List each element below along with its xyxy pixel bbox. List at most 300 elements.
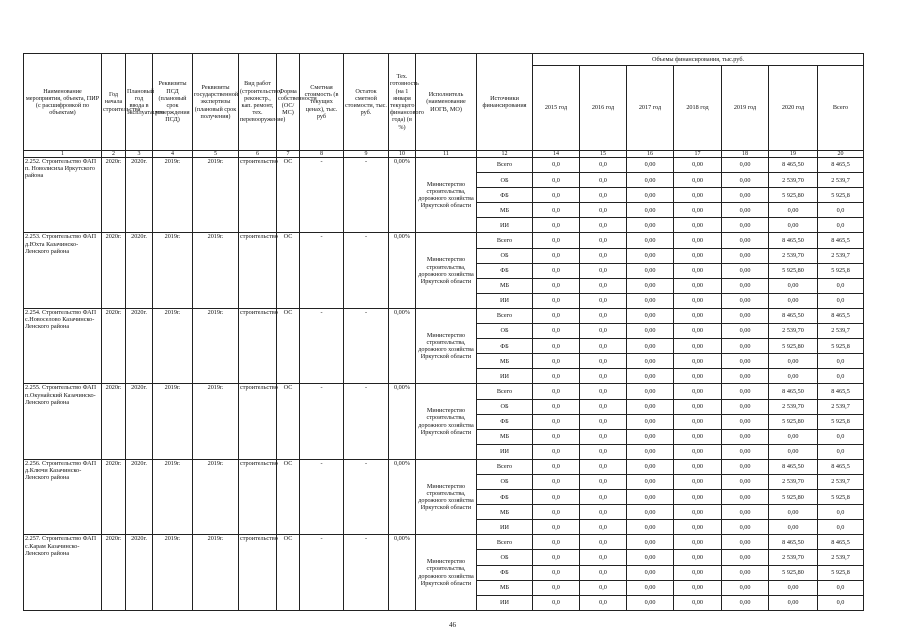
financing-value: 0,00 xyxy=(674,339,722,354)
financing-value: 0,00 xyxy=(674,263,722,278)
col-header-total: Всего xyxy=(818,66,864,151)
financing-value: 0,00 xyxy=(674,188,722,203)
readiness: 0,00% xyxy=(389,384,416,459)
col-number: 15 xyxy=(580,151,627,158)
financing-value: 0,0 xyxy=(818,293,864,308)
financing-value: 0,00 xyxy=(627,218,674,233)
expertise-date: 2019г. xyxy=(193,535,239,610)
funding-source: ОБ xyxy=(477,474,533,489)
funding-source: МБ xyxy=(477,505,533,520)
work-type: строительство xyxy=(239,158,277,233)
financing-value: 0,00 xyxy=(722,384,769,399)
financing-value: 0,0 xyxy=(580,520,627,535)
financing-value: 0,0 xyxy=(533,158,580,173)
financing-value: 0,00 xyxy=(722,580,769,595)
financing-value: 0,00 xyxy=(722,369,769,384)
col-header-year-2015: 2015 год xyxy=(533,66,580,151)
funding-source: ОБ xyxy=(477,173,533,188)
financing-value: 0,00 xyxy=(769,505,818,520)
estimate-cost: - xyxy=(300,158,344,233)
work-type: строительство xyxy=(239,233,277,308)
financing-value: 0,00 xyxy=(627,308,674,323)
financing-value: 0,00 xyxy=(722,158,769,173)
financing-value: 0,00 xyxy=(722,354,769,369)
readiness: 0,00% xyxy=(389,233,416,308)
financing-value: 0,00 xyxy=(627,263,674,278)
work-type: строительство xyxy=(239,459,277,534)
start-year: 2020г. xyxy=(102,384,126,459)
financing-value: 0,0 xyxy=(818,595,864,610)
object-name: 2.255. Строительство ФАП п.Окунайский Казачинско-Ленского района xyxy=(24,384,102,459)
table-row xyxy=(24,233,864,248)
funding-source: ИИ xyxy=(477,293,533,308)
col-number: 17 xyxy=(674,151,722,158)
financing-value: 0,00 xyxy=(674,535,722,550)
financing-value: 0,00 xyxy=(627,369,674,384)
col-number: 4 xyxy=(153,151,193,158)
expertise-date: 2019г. xyxy=(193,308,239,383)
financing-value: 0,00 xyxy=(627,444,674,459)
col-number: 10 xyxy=(389,151,416,158)
financing-value: 0,00 xyxy=(674,414,722,429)
financing-value: 0,0 xyxy=(580,293,627,308)
object-name: 2.254. Строительство ФАП с.Новоселово Казачинско-Ленского района xyxy=(24,308,102,383)
col-number: 6 xyxy=(239,151,277,158)
financing-value: 0,00 xyxy=(722,293,769,308)
col-header-year-2018: 2018 год xyxy=(674,66,722,151)
expertise-date: 2019г. xyxy=(193,233,239,308)
financing-value: 0,00 xyxy=(627,173,674,188)
financing-value: 0,00 xyxy=(769,369,818,384)
start-year: 2020г. xyxy=(102,459,126,534)
financing-value: 0,00 xyxy=(674,520,722,535)
funding-source: ИИ xyxy=(477,369,533,384)
financing-value: 2 539,70 xyxy=(769,474,818,489)
col-header-remainder: Остаток сметной стоимости, тыс. руб. xyxy=(344,54,389,151)
financing-value: 0,00 xyxy=(627,490,674,505)
financing-value: 0,00 xyxy=(722,490,769,505)
col-number: 2 xyxy=(102,151,126,158)
header-row-main xyxy=(24,54,864,66)
start-year: 2020г. xyxy=(102,535,126,610)
ownership: ОС xyxy=(277,308,300,383)
financing-value: 2 539,7 xyxy=(818,399,864,414)
financing-value: 2 539,70 xyxy=(769,550,818,565)
financing-value: 0,0 xyxy=(580,414,627,429)
financing-value: 8 465,5 xyxy=(818,535,864,550)
financing-value: 0,0 xyxy=(533,444,580,459)
financing-value: 8 465,5 xyxy=(818,308,864,323)
financing-value: 8 465,50 xyxy=(769,384,818,399)
commission-year: 2020г. xyxy=(126,459,153,534)
financing-value: 0,00 xyxy=(674,324,722,339)
financing-table xyxy=(23,53,864,611)
ownership: ОС xyxy=(277,459,300,534)
financing-value: 5 925,80 xyxy=(769,414,818,429)
financing-value: 0,0 xyxy=(533,414,580,429)
funding-source: Всего xyxy=(477,384,533,399)
financing-value: 0,00 xyxy=(627,399,674,414)
financing-value: 0,00 xyxy=(674,369,722,384)
table-row xyxy=(24,308,864,323)
financing-value: 0,0 xyxy=(533,218,580,233)
financing-value: 0,0 xyxy=(580,308,627,323)
financing-value: 0,0 xyxy=(533,339,580,354)
financing-value: 0,00 xyxy=(627,384,674,399)
funding-source: МБ xyxy=(477,203,533,218)
financing-value: 0,00 xyxy=(627,565,674,580)
financing-value: 0,00 xyxy=(674,550,722,565)
financing-value: 0,0 xyxy=(533,490,580,505)
financing-value: 0,0 xyxy=(533,474,580,489)
financing-value: 0,00 xyxy=(722,505,769,520)
financing-value: 8 465,5 xyxy=(818,459,864,474)
commission-year: 2020г. xyxy=(126,535,153,610)
financing-value: 0,00 xyxy=(722,278,769,293)
ownership: ОС xyxy=(277,535,300,610)
financing-value: 0,00 xyxy=(722,263,769,278)
financing-value: 0,00 xyxy=(674,580,722,595)
financing-value: 0,00 xyxy=(674,233,722,248)
funding-source: ОБ xyxy=(477,324,533,339)
col-number: 11 xyxy=(416,151,477,158)
financing-value: 0,0 xyxy=(533,173,580,188)
financing-value: 0,00 xyxy=(627,158,674,173)
psd-date: 2019г. xyxy=(153,308,193,383)
financing-value: 0,0 xyxy=(533,369,580,384)
readiness: 0,00% xyxy=(389,308,416,383)
col-number: 18 xyxy=(722,151,769,158)
executor: Министерство строительства, дорожного хозяйства Иркутской области xyxy=(416,535,477,610)
table-row xyxy=(24,535,864,550)
readiness: 0,00% xyxy=(389,158,416,233)
financing-value: 0,0 xyxy=(580,444,627,459)
financing-value: 0,00 xyxy=(722,339,769,354)
object-name: 2.253. Строительство ФАП д.Юхта Казачинско-Ленского района xyxy=(24,233,102,308)
funding-source: ИИ xyxy=(477,520,533,535)
financing-value: 0,00 xyxy=(674,248,722,263)
financing-value: 0,00 xyxy=(722,173,769,188)
financing-value: 8 465,5 xyxy=(818,233,864,248)
financing-value: 0,00 xyxy=(627,293,674,308)
funding-source: Всего xyxy=(477,308,533,323)
col-header-psd: Реквизиты ПСД (плановый срок утверждения ПСД) xyxy=(153,54,193,151)
financing-value: 0,00 xyxy=(722,520,769,535)
financing-value: 0,0 xyxy=(533,278,580,293)
financing-value: 8 465,50 xyxy=(769,535,818,550)
financing-value: 0,00 xyxy=(674,173,722,188)
financing-value: 0,00 xyxy=(769,444,818,459)
col-number: 8 xyxy=(300,151,344,158)
col-header-name: Наименование мероприятия, объекта, ПИР (с расшифровкой по объектам) xyxy=(24,54,102,151)
financing-value: 8 465,50 xyxy=(769,459,818,474)
funding-source: ФБ xyxy=(477,339,533,354)
financing-value: 0,00 xyxy=(627,339,674,354)
object-name: 2.257. Строительство ФАП с.Карам Казачинско-Ленского района xyxy=(24,535,102,610)
financing-value: 0,00 xyxy=(722,595,769,610)
remaining-cost: - xyxy=(344,535,389,610)
financing-value: 5 925,8 xyxy=(818,565,864,580)
col-number: 9 xyxy=(344,151,389,158)
psd-date: 2019г. xyxy=(153,459,193,534)
column-numbers-row xyxy=(24,151,864,158)
col-number: 7 xyxy=(277,151,300,158)
financing-value: 0,00 xyxy=(674,444,722,459)
col-header-year-2020: 2020 год xyxy=(769,66,818,151)
psd-date: 2019г. xyxy=(153,535,193,610)
psd-date: 2019г. xyxy=(153,233,193,308)
funding-source: ФБ xyxy=(477,414,533,429)
financing-value: 0,0 xyxy=(580,490,627,505)
col-header-executor: Исполнитель (наименование ИОГВ, МО) xyxy=(416,54,477,151)
commission-year: 2020г. xyxy=(126,308,153,383)
financing-value: 0,0 xyxy=(580,535,627,550)
financing-value: 0,0 xyxy=(818,520,864,535)
funding-source: МБ xyxy=(477,580,533,595)
financing-value: 0,0 xyxy=(818,369,864,384)
ownership: ОС xyxy=(277,233,300,308)
funding-source: ОБ xyxy=(477,248,533,263)
funding-source: Всего xyxy=(477,233,533,248)
col-header-commission-year: Плановый год ввода в эксплуатацию xyxy=(126,54,153,151)
financing-value: 2 539,7 xyxy=(818,324,864,339)
funding-source: ИИ xyxy=(477,595,533,610)
financing-value: 0,0 xyxy=(533,565,580,580)
financing-value: 0,0 xyxy=(533,505,580,520)
financing-value: 0,00 xyxy=(769,580,818,595)
executor: Министерство строительства, дорожного хозяйства Иркутской области xyxy=(416,233,477,308)
funding-source: ОБ xyxy=(477,550,533,565)
financing-value: 0,00 xyxy=(627,429,674,444)
funding-source: ИИ xyxy=(477,444,533,459)
financing-value: 0,0 xyxy=(533,203,580,218)
funding-source: МБ xyxy=(477,429,533,444)
financing-value: 0,0 xyxy=(580,158,627,173)
readiness: 0,00% xyxy=(389,459,416,534)
financing-value: 0,00 xyxy=(627,535,674,550)
funding-source: Всего xyxy=(477,459,533,474)
financing-value: 0,0 xyxy=(818,354,864,369)
financing-value: 0,0 xyxy=(580,369,627,384)
financing-value: 5 925,80 xyxy=(769,339,818,354)
financing-value: 0,0 xyxy=(580,354,627,369)
ownership: ОС xyxy=(277,384,300,459)
expertise-date: 2019г. xyxy=(193,384,239,459)
financing-value: 0,0 xyxy=(580,550,627,565)
col-header-start-year: Год начала строительства xyxy=(102,54,126,151)
readiness: 0,00% xyxy=(389,535,416,610)
financing-value: 0,00 xyxy=(627,550,674,565)
table-row xyxy=(24,384,864,399)
funding-source: ОБ xyxy=(477,399,533,414)
financing-value: 0,0 xyxy=(580,399,627,414)
financing-value: 0,00 xyxy=(722,399,769,414)
financing-value: 5 925,80 xyxy=(769,188,818,203)
start-year: 2020г. xyxy=(102,308,126,383)
financing-value: 0,0 xyxy=(533,459,580,474)
financing-value: 0,00 xyxy=(627,354,674,369)
work-type: строительство xyxy=(239,308,277,383)
financing-value: 0,00 xyxy=(627,474,674,489)
financing-value: 0,0 xyxy=(533,324,580,339)
financing-value: 0,00 xyxy=(627,248,674,263)
financing-value: 0,00 xyxy=(627,278,674,293)
estimate-cost: - xyxy=(300,535,344,610)
financing-value: 0,0 xyxy=(818,580,864,595)
financing-value: 0,00 xyxy=(722,444,769,459)
col-header-estimate: Сметная стоимость (в текущих ценах), тыс. руб xyxy=(300,54,344,151)
start-year: 2020г. xyxy=(102,158,126,233)
financing-value: 0,0 xyxy=(580,324,627,339)
financing-value: 0,00 xyxy=(722,218,769,233)
col-number: 1 xyxy=(24,151,102,158)
col-number: 16 xyxy=(627,151,674,158)
funding-source: ФБ xyxy=(477,490,533,505)
financing-value: 0,00 xyxy=(722,459,769,474)
estimate-cost: - xyxy=(300,384,344,459)
funding-source: МБ xyxy=(477,354,533,369)
financing-value: 5 925,8 xyxy=(818,188,864,203)
remaining-cost: - xyxy=(344,384,389,459)
col-header-sources: Источники финансирования xyxy=(477,54,533,151)
col-number: 5 xyxy=(193,151,239,158)
financing-value: 0,00 xyxy=(722,565,769,580)
financing-value: 0,0 xyxy=(533,580,580,595)
financing-value: 0,00 xyxy=(674,384,722,399)
executor: Министерство строительства, дорожного хозяйства Иркутской области xyxy=(416,308,477,383)
financing-value: 0,0 xyxy=(818,429,864,444)
table-body xyxy=(24,158,864,611)
financing-value: 0,00 xyxy=(674,474,722,489)
financing-value: 0,0 xyxy=(533,520,580,535)
financing-value: 0,00 xyxy=(722,550,769,565)
financing-value: 8 465,50 xyxy=(769,308,818,323)
financing-value: 0,00 xyxy=(722,474,769,489)
financing-value: 0,0 xyxy=(533,595,580,610)
col-header-work-type: Вид работ (строительство, реконстр., кап. ремонт, тех. перевооружение) xyxy=(239,54,277,151)
financing-value: 0,0 xyxy=(818,278,864,293)
executor: Министерство строительства, дорожного хозяйства Иркутской области xyxy=(416,158,477,233)
financing-value: 0,0 xyxy=(533,233,580,248)
financing-value: 0,00 xyxy=(722,535,769,550)
financing-value: 0,0 xyxy=(580,278,627,293)
financing-value: 0,00 xyxy=(674,565,722,580)
financing-value: 0,0 xyxy=(533,550,580,565)
page-number: 46 xyxy=(449,621,456,629)
commission-year: 2020г. xyxy=(126,158,153,233)
financing-value: 8 465,5 xyxy=(818,384,864,399)
start-year: 2020г. xyxy=(102,233,126,308)
financing-value: 0,00 xyxy=(769,429,818,444)
financing-value: 0,00 xyxy=(674,293,722,308)
object-name: 2.256. Строительство ФАП д.Ключи Казачинско-Ленского района xyxy=(24,459,102,534)
financing-value: 5 925,80 xyxy=(769,565,818,580)
financing-value: 0,00 xyxy=(674,595,722,610)
financing-value: 0,0 xyxy=(580,233,627,248)
col-header-volumes: Объемы финансирования, тыс.руб. xyxy=(533,54,864,66)
financing-value: 0,0 xyxy=(580,188,627,203)
col-number: 3 xyxy=(126,151,153,158)
financing-value: 0,0 xyxy=(818,444,864,459)
financing-value: 0,0 xyxy=(580,459,627,474)
financing-value: 2 539,7 xyxy=(818,248,864,263)
financing-value: 0,00 xyxy=(674,278,722,293)
object-name: 2.252. Строительство ФАП п. Новолисиха Иркутского района xyxy=(24,158,102,233)
financing-value: 0,00 xyxy=(627,505,674,520)
estimate-cost: - xyxy=(300,308,344,383)
work-type: строительство xyxy=(239,384,277,459)
financing-value: 0,00 xyxy=(674,429,722,444)
financing-value: 0,00 xyxy=(769,218,818,233)
funding-source: МБ xyxy=(477,278,533,293)
financing-value: 0,00 xyxy=(674,459,722,474)
col-header-year-2019: 2019 год xyxy=(722,66,769,151)
financing-value: 0,0 xyxy=(818,203,864,218)
financing-value: 0,00 xyxy=(722,324,769,339)
financing-value: 0,0 xyxy=(580,580,627,595)
financing-value: 0,00 xyxy=(769,293,818,308)
psd-date: 2019г. xyxy=(153,384,193,459)
financing-value: 0,0 xyxy=(580,173,627,188)
financing-value: 0,0 xyxy=(533,399,580,414)
remaining-cost: - xyxy=(344,459,389,534)
financing-value: 0,00 xyxy=(674,218,722,233)
financing-value: 5 925,80 xyxy=(769,263,818,278)
funding-source: ФБ xyxy=(477,263,533,278)
financing-value: 0,00 xyxy=(722,414,769,429)
executor: Министерство строительства, дорожного хозяйства Иркутской области xyxy=(416,459,477,534)
financing-value: 0,00 xyxy=(674,203,722,218)
financing-value: 0,00 xyxy=(722,308,769,323)
financing-value: 2 539,70 xyxy=(769,399,818,414)
funding-source: ИИ xyxy=(477,218,533,233)
financing-value: 0,00 xyxy=(627,324,674,339)
financing-value: 0,0 xyxy=(818,218,864,233)
financing-value: 0,0 xyxy=(533,308,580,323)
remaining-cost: - xyxy=(344,158,389,233)
financing-value: 0,0 xyxy=(580,384,627,399)
table-row xyxy=(24,158,864,173)
commission-year: 2020г. xyxy=(126,384,153,459)
financing-value: 0,0 xyxy=(580,595,627,610)
remaining-cost: - xyxy=(344,308,389,383)
financing-value: 0,0 xyxy=(580,248,627,263)
financing-value: 0,00 xyxy=(627,595,674,610)
expertise-date: 2019г. xyxy=(193,158,239,233)
work-type: строительство xyxy=(239,535,277,610)
financing-value: 0,00 xyxy=(627,459,674,474)
financing-value: 0,00 xyxy=(627,520,674,535)
financing-value: 8 465,50 xyxy=(769,158,818,173)
financing-value: 5 925,8 xyxy=(818,339,864,354)
financing-value: 2 539,7 xyxy=(818,550,864,565)
col-header-year-2017: 2017 год xyxy=(627,66,674,151)
financing-value: 0,00 xyxy=(722,203,769,218)
financing-value: 0,00 xyxy=(674,505,722,520)
financing-value: 0,0 xyxy=(533,354,580,369)
financing-value: 0,0 xyxy=(533,535,580,550)
financing-value: 5 925,8 xyxy=(818,263,864,278)
financing-value: 5 925,8 xyxy=(818,490,864,505)
financing-value: 2 539,7 xyxy=(818,474,864,489)
table-row xyxy=(24,459,864,474)
financing-value: 0,0 xyxy=(580,218,627,233)
financing-value: 0,00 xyxy=(722,248,769,263)
financing-value: 5 925,8 xyxy=(818,414,864,429)
financing-value: 0,00 xyxy=(674,158,722,173)
financing-value: 0,0 xyxy=(533,429,580,444)
financing-value: 0,0 xyxy=(580,565,627,580)
